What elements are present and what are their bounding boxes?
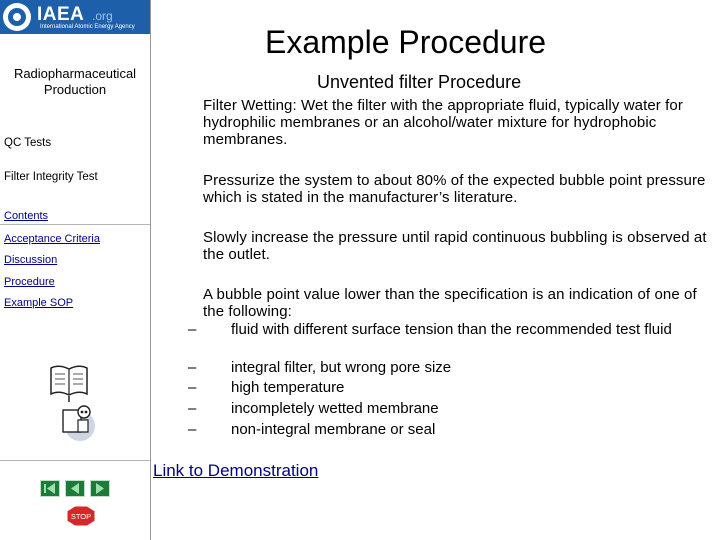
stop-label: STOP — [70, 512, 92, 521]
next-icon — [91, 481, 109, 496]
bullet-marker: – — [188, 321, 197, 338]
bullet-marker: – — [188, 421, 197, 438]
bullet-marker: – — [188, 400, 197, 417]
bullet-item-seal: non-integral membrane or seal — [231, 421, 436, 438]
demonstration-link[interactable]: Link to Demonstration — [153, 461, 319, 480]
prev-button[interactable] — [65, 480, 85, 497]
first-button[interactable] — [40, 480, 60, 497]
sidebar — [0, 0, 151, 540]
sidebar-title: Radiopharmaceutical Production — [13, 66, 137, 97]
iaea-logo[interactable] — [0, 0, 150, 34]
sidebar-divider — [0, 224, 150, 225]
sidebar-divider-bottom — [0, 460, 150, 461]
logo-name: IAEA — [37, 4, 85, 25]
page-subtitle: Unvented filter Procedure — [317, 72, 522, 92]
bullet-item-temperature: high temperature — [231, 379, 345, 396]
sidebar-link-procedure[interactable]: Procedure — [4, 276, 55, 288]
sidebar-qc-tests: QC Tests — [4, 137, 52, 149]
book-icon — [47, 360, 91, 404]
logo-domain: .org — [92, 9, 113, 23]
page-title: Example Procedure — [265, 24, 547, 60]
bullet-item-wetted: incompletely wetted membrane — [231, 400, 439, 417]
person-icon — [58, 402, 98, 442]
logo-subtitle: International Atomic Energy Agency — [40, 24, 135, 30]
paragraph-pressurize: Pressurize the system to about 80% of the expected bubble point pressure which is stated in the manufacturer’s literature. — [203, 172, 706, 206]
bullet-item-fluid: fluid with different surface tension than the recommended test fluid — [231, 321, 672, 338]
paragraph-increase-pressure: Slowly increase the pressure until rapid continuous bubbling is observed at the outlet. — [203, 229, 707, 263]
sidebar-link-discussion[interactable]: Discussion — [4, 254, 58, 266]
sidebar-contents-link[interactable]: Contents — [4, 210, 49, 222]
paragraph-bubble-point: A bubble point value lower than the specification is an indication of one of the following: — [203, 286, 697, 320]
next-button[interactable] — [90, 480, 110, 497]
bullet-marker: – — [188, 359, 197, 376]
paragraph-filter-wetting: Filter Wetting: Wet the filter with the appropriate fluid, typically water for hydrophilic membranes or an alcohol/water mixture for hydrophobic membranes. — [203, 97, 683, 148]
prev-icon — [66, 481, 84, 496]
bullet-marker: – — [188, 379, 197, 396]
stop-button[interactable] — [66, 505, 96, 527]
atom-logo-icon — [3, 3, 31, 31]
bullet-item-pore-size: integral filter, but wrong pore size — [231, 359, 452, 376]
first-icon — [41, 481, 59, 496]
sidebar-filter-test: Filter Integrity Test — [4, 171, 98, 183]
sidebar-link-example-sop[interactable]: Example SOP — [4, 297, 74, 309]
sidebar-link-acceptance-criteria[interactable]: Acceptance Criteria — [4, 233, 100, 245]
